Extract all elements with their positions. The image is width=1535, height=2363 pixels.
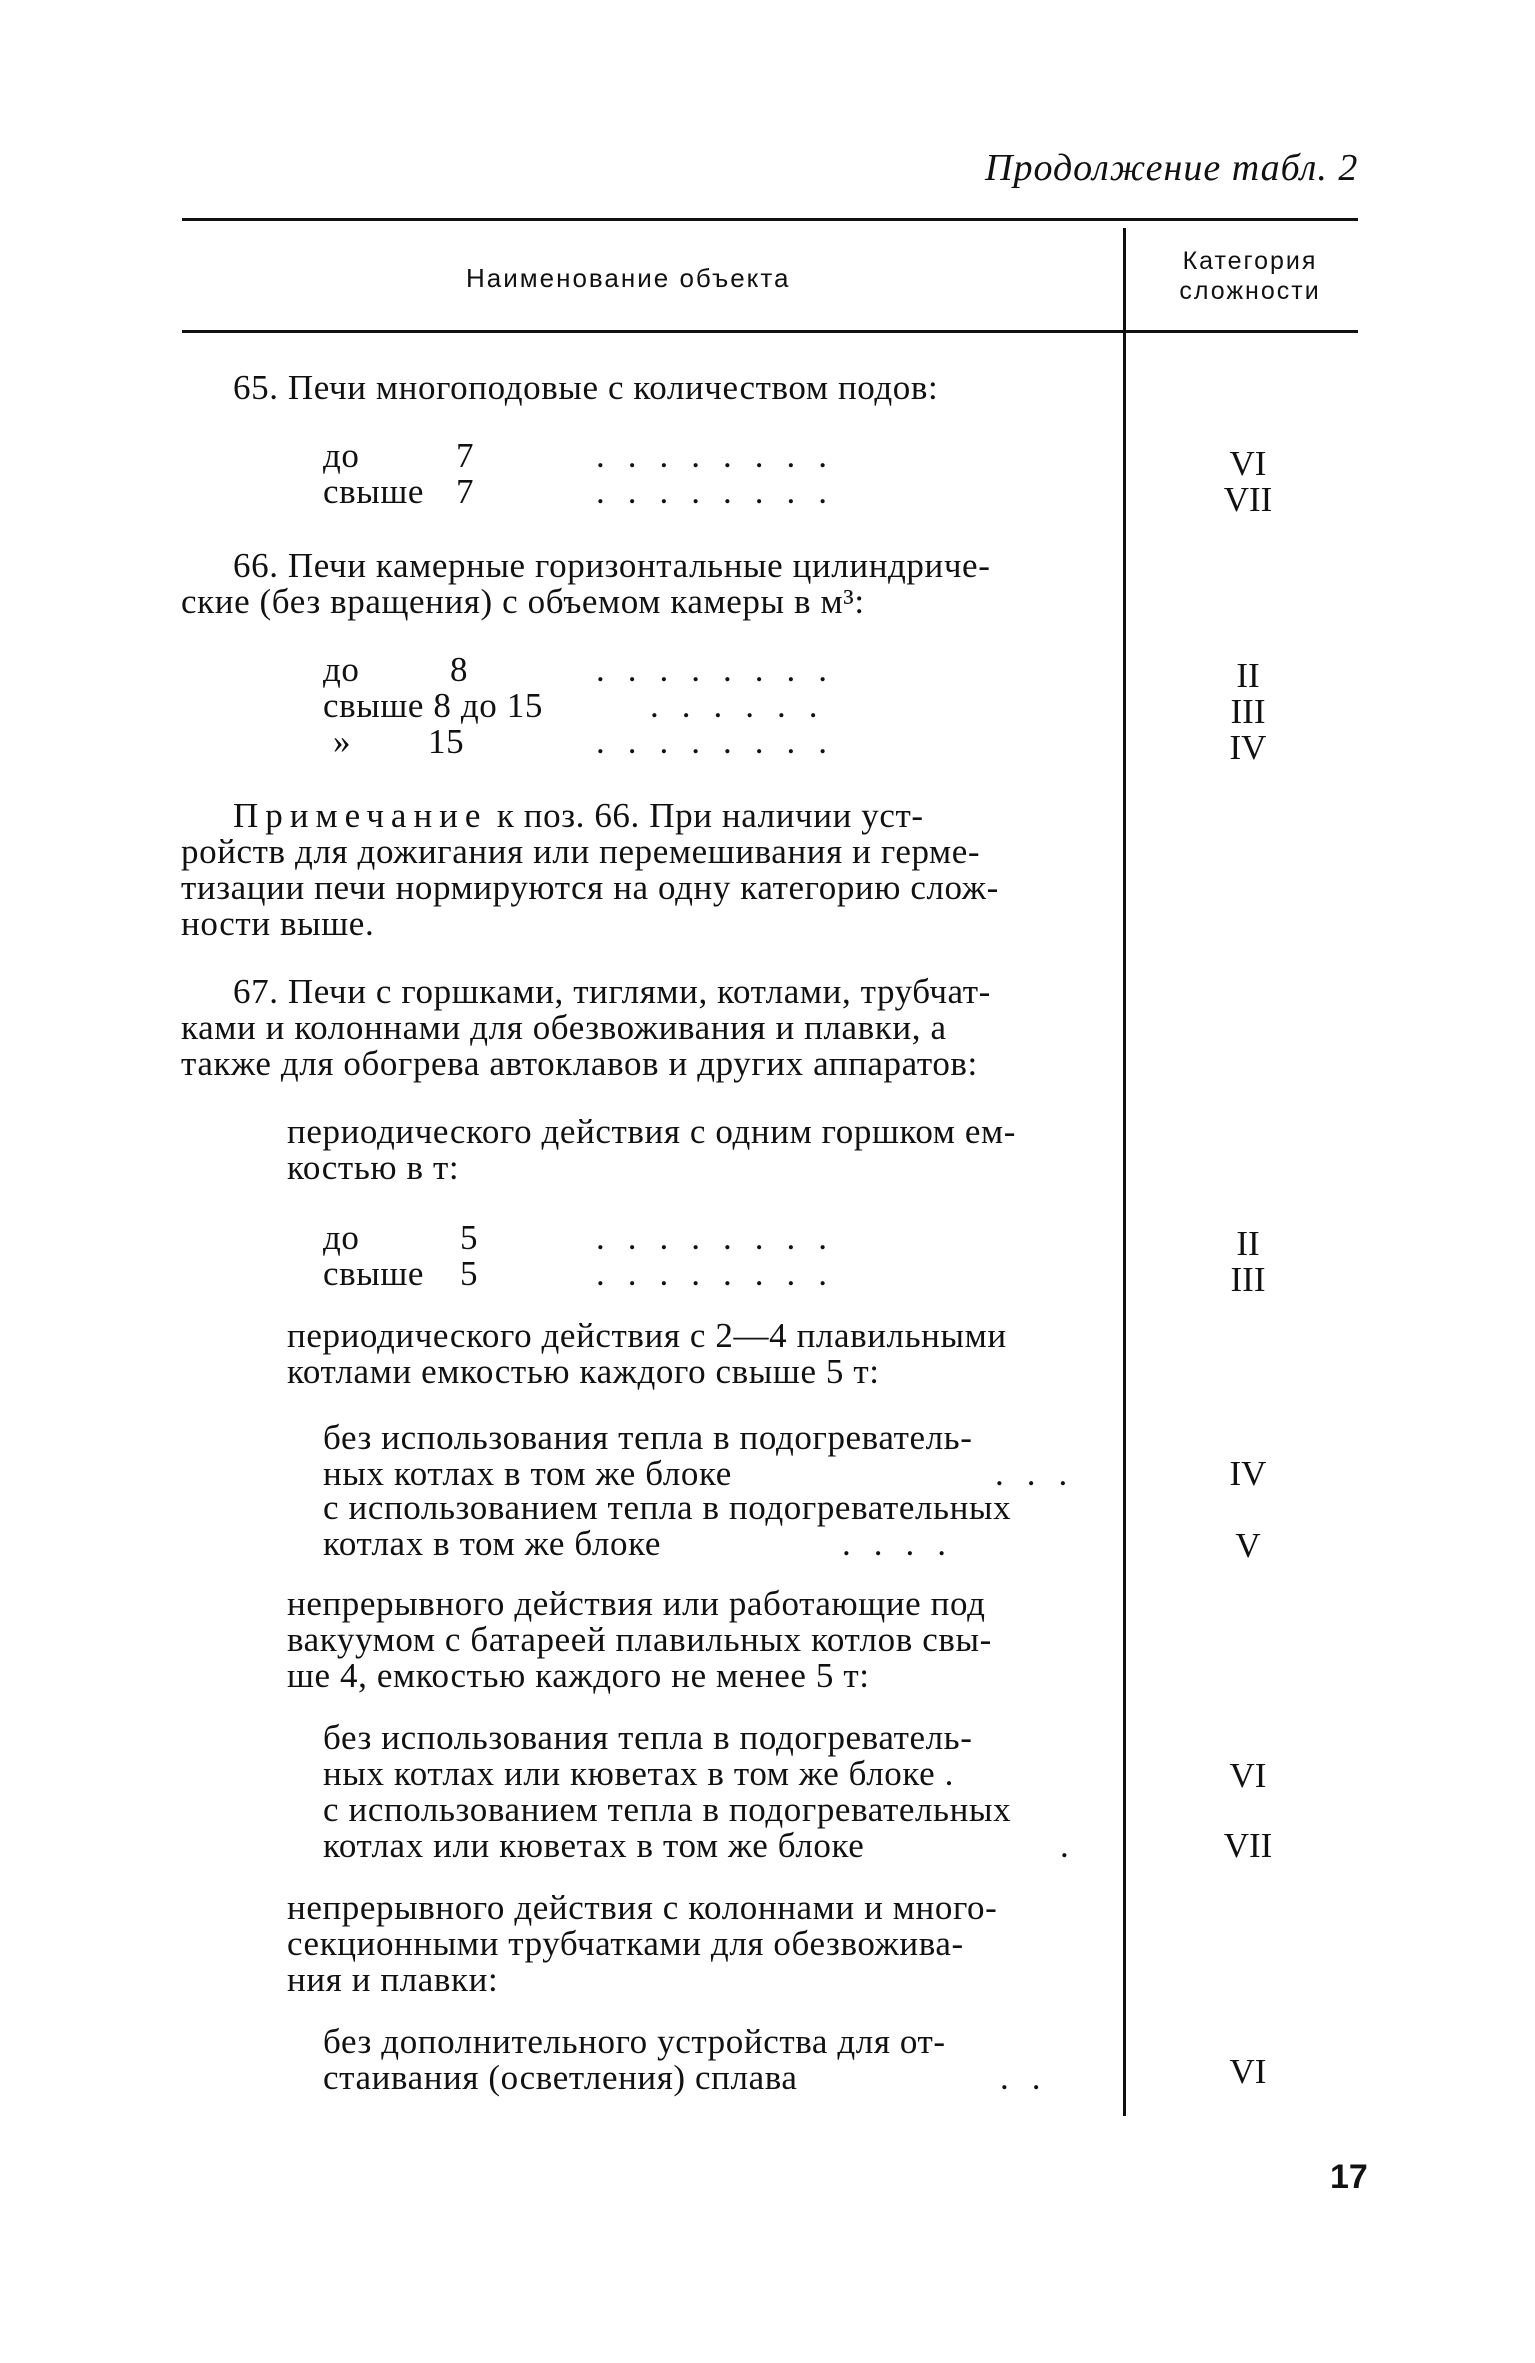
item-67-sub-2-b-line-1: с использованием тепла в подогревательных: [323, 1488, 1012, 1527]
leader-dots: ........: [596, 472, 850, 511]
item-66-row-1-value: 8: [450, 650, 469, 689]
note-word: Примечание: [233, 796, 488, 835]
item-67-sub-1-row-2-value: 5: [460, 1254, 479, 1293]
leader-dots: ...: [995, 1454, 1091, 1493]
item-67-line-1: 67. Печи с горшками, тиглями, котлами, трубчат-: [233, 972, 991, 1011]
item-65-row-2-category: VII: [1223, 480, 1273, 519]
item-67-line-2: ками и колоннами для обезвоживания и плавки, а: [181, 1008, 947, 1047]
item-66-row-2-label: свыше 8 до 15: [323, 686, 543, 725]
column-header-category-line1: Категория: [1182, 247, 1318, 275]
note-66-line-2: ройств для дожигания или перемешивания и герме-: [181, 832, 981, 871]
item-67-sub-2-line-2: котлами емкостью каждого свыше 5 т:: [287, 1352, 880, 1391]
item-67-sub-3-line-3: ше 4, емкостью каждого не менее 5 т:: [287, 1656, 870, 1695]
item-67-sub-4-a-category: VI: [1229, 2052, 1267, 2091]
item-67-sub-2-a-category: IV: [1229, 1454, 1267, 1493]
item-67-sub-2-line-1: периодического действия с 2—4 плавильными: [287, 1316, 1007, 1355]
item-65-row-2-label: свыше: [323, 472, 425, 511]
item-67-sub-2-a-line-1: без использования тепла в подогреватель-: [323, 1418, 973, 1457]
item-65-row-1-category: VI: [1229, 444, 1267, 483]
item-67-sub-1-row-2-category: III: [1230, 1260, 1266, 1299]
table-continuation-caption: Продолжение табл. 2: [985, 147, 1359, 189]
item-67-sub-1-line-2: костью в т:: [287, 1148, 460, 1187]
item-67-sub-4-line-1: непрерывного действия с колоннами и много-: [287, 1888, 998, 1927]
item-67-sub-3-b-line-2: котлах или кюветах в том же блоке: [323, 1826, 865, 1865]
item-67-sub-3-a-line-2: ных котлах или кюветах в том же блоке .: [323, 1754, 954, 1793]
item-67-sub-4-a-line-1: без дополнительного устройства для от-: [323, 2022, 946, 2061]
leader-dots: ........: [596, 436, 850, 475]
table-header-bottom-rule: [182, 330, 1358, 333]
item-67-sub-3-line-2: вакуумом с батареей плавильных котлов свы-: [287, 1620, 992, 1659]
item-66-row-1-label: до: [323, 650, 360, 689]
item-67-sub-1-row-1-value: 5: [460, 1218, 479, 1257]
item-67-sub-2-b-line-2: котлах в том же блоке: [323, 1524, 661, 1563]
note-66-line-1: [233, 796, 924, 836]
item-67-sub-3-a-line-1: без использования тепла в подогреватель-: [323, 1718, 973, 1757]
item-67-sub-2-b-category: V: [1235, 1526, 1261, 1565]
item-66-title-line-1: 66. Печи камерные горизонтальные цилиндриче-: [233, 546, 991, 585]
item-65-row-2-value: 7: [456, 472, 475, 511]
item-67-sub-2-a-line-2: ных котлах в том же блоке: [323, 1454, 732, 1493]
page-number: 17: [1330, 2158, 1368, 2196]
leader-dots: ........: [596, 1218, 850, 1257]
leader-dots: ........: [596, 650, 850, 689]
leader-dots: ........: [596, 722, 850, 761]
item-66-row-1-category: II: [1236, 656, 1260, 695]
leader-dots: ........: [596, 1254, 850, 1293]
item-66-title-line-2: ские (без вращения) с объемом камеры в м³:: [181, 582, 865, 621]
item-67-sub-3-b-category: VII: [1223, 1826, 1273, 1865]
item-65-row-1-value: 7: [456, 436, 475, 475]
note-66-line-4: ности выше.: [181, 904, 375, 943]
item-67-sub-4-line-3: ния и плавки:: [287, 1960, 499, 1999]
item-67-sub-1-row-1-label: до: [323, 1218, 360, 1257]
table-top-rule: [182, 218, 1358, 221]
column-header-name: Наименование объекта: [466, 263, 791, 293]
column-header-category-line2: сложности: [1179, 277, 1321, 305]
item-67-sub-1-line-1: периодического действия с одним горшком ем-: [287, 1112, 1017, 1151]
item-67-sub-3-a-category: VI: [1229, 1756, 1267, 1795]
item-67-sub-4-line-2: секционными трубчатками для обезвожива-: [287, 1924, 964, 1963]
item-67-sub-1-row-2-label: свыше: [323, 1254, 425, 1293]
item-67-sub-1-row-1-category: II: [1236, 1224, 1260, 1263]
item-66-row-2-category: III: [1230, 692, 1266, 731]
item-67-sub-4-a-line-2: стаивания (осветления) сплава: [323, 2058, 798, 2097]
leader-dots: .: [1060, 1826, 1092, 1865]
item-66-row-3-value: 15: [428, 722, 465, 761]
leader-dots: ......: [650, 686, 841, 725]
column-divider: [1123, 228, 1126, 2116]
item-67-line-3: также для обогрева автоклавов и других аппаратов:: [181, 1044, 978, 1083]
column-header-category: [1150, 246, 1350, 306]
item-65-row-1-label: до: [323, 436, 360, 475]
item-65-title: 65. Печи многоподовые с количеством подов:: [233, 368, 939, 407]
leader-dots: ....: [842, 1524, 969, 1563]
item-66-row-3-label: »: [333, 722, 352, 761]
leader-dots: ..: [1000, 2058, 1064, 2097]
note-66-line-3: тизации печи нормируются на одну категорию слож-: [181, 868, 999, 907]
item-67-sub-3-line-1: непрерывного действия или работающие под: [287, 1584, 986, 1623]
item-66-row-3-category: IV: [1229, 728, 1267, 767]
note-66-line-1-rest: к поз. 66. При наличии уст-: [496, 796, 924, 835]
item-67-sub-3-b-line-1: с использованием тепла в подогревательных: [323, 1790, 1012, 1829]
